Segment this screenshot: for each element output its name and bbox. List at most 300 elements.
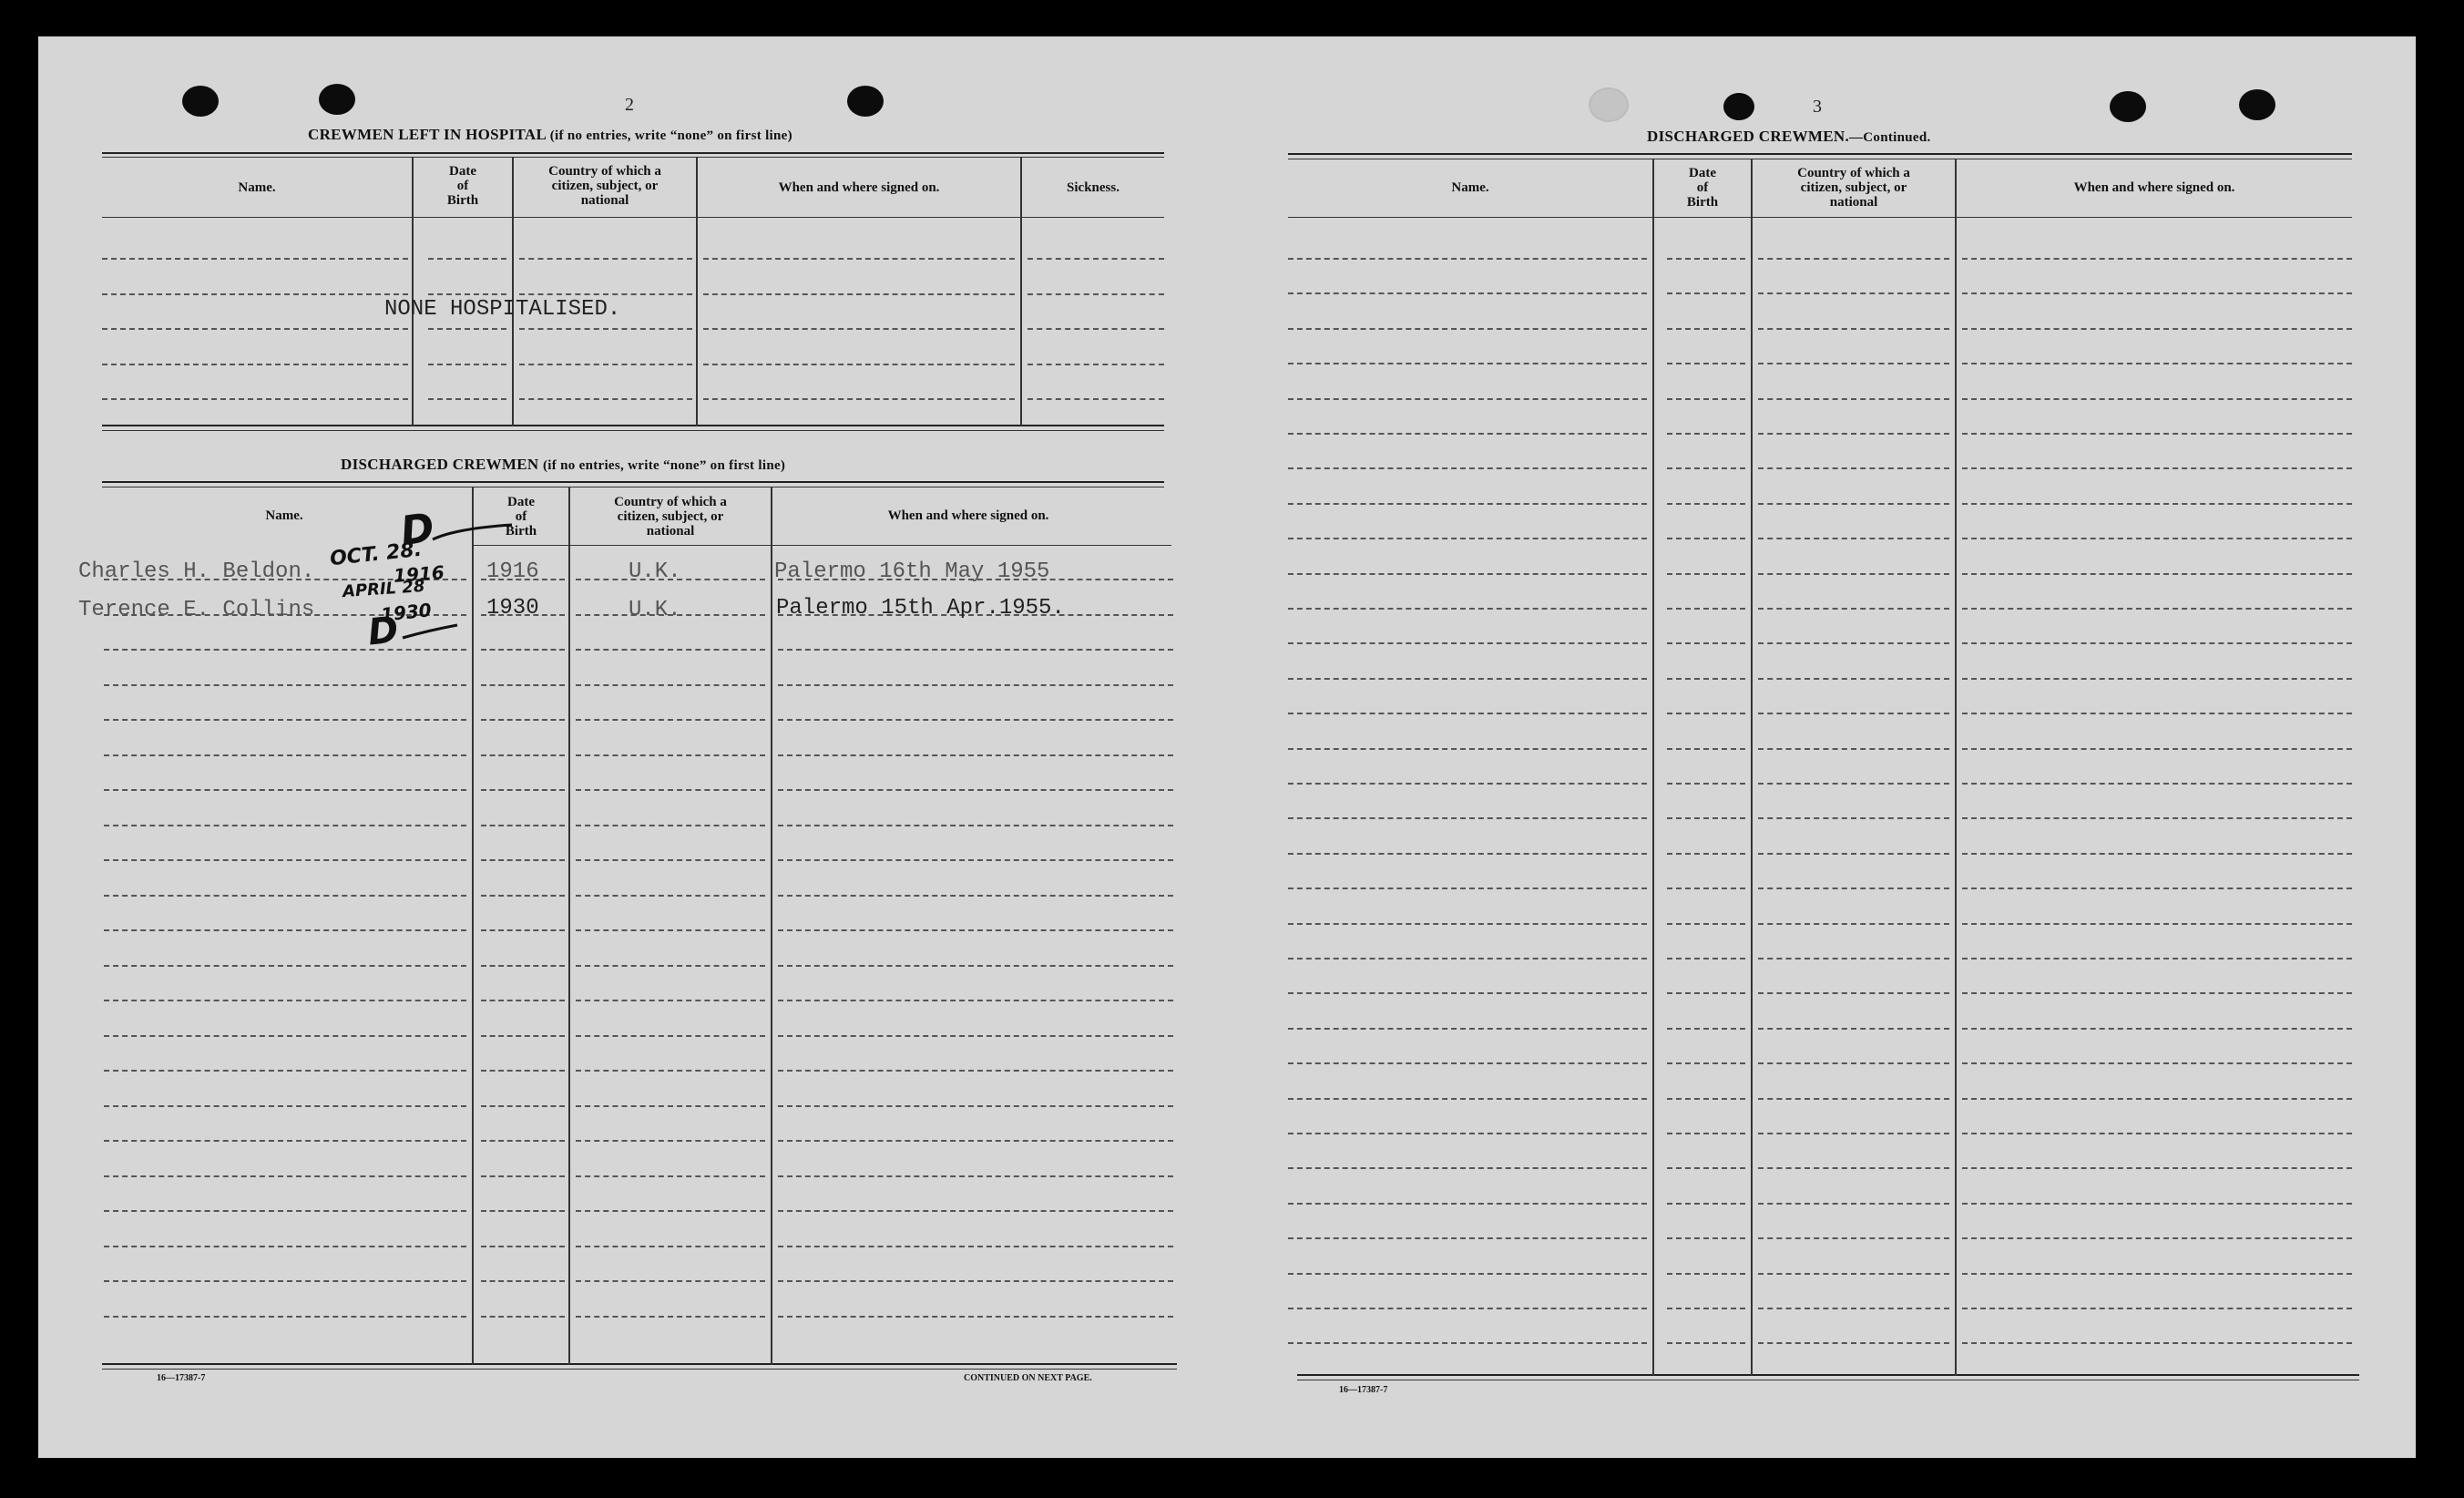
birth-header-line: Date [1689,166,1716,180]
ruled-line [576,1175,765,1177]
ruled-line [1758,1237,1949,1239]
ruled-line [778,1000,1173,1001]
ruled-line [1962,992,2352,994]
ruled-line [1758,1273,1949,1275]
ruled-line [778,859,1173,861]
ruled-line [1288,1062,1647,1064]
ruled-line [104,649,466,651]
punch-hole [1589,87,1629,122]
ruled-line [778,965,1173,967]
ruled-line [576,1000,765,1001]
ruled-line [1962,1062,2352,1064]
ruled-line [778,1280,1173,1282]
ruled-line [481,789,565,791]
ruled-line [1758,363,1949,364]
column-divider [1751,159,1753,1376]
ruled-line [1667,1062,1745,1064]
page-number: 3 [1813,97,1822,117]
country-header-line: national [580,193,629,208]
ruled-line [519,293,692,295]
ruled-line [1758,958,1949,959]
discharged-section-title [341,456,785,474]
ruled-line [104,1070,466,1072]
ruled-line [1758,853,1949,855]
ruled-line [1758,292,1949,294]
ruled-line [576,825,765,826]
ruled-line [1667,467,1745,469]
ruled-line [1758,923,1949,925]
ruled-line [104,1280,466,1282]
birth-header-line: Birth [446,193,479,208]
ruled-line [778,684,1173,686]
punch-hole [2239,89,2275,120]
ruled-line [778,1035,1173,1037]
ruled-line [1667,783,1745,785]
col-header-birth [1654,166,1751,210]
country-header-line: Country of which a [614,495,727,509]
ruled-line [703,328,1015,330]
col-header-name: Name. [238,180,276,195]
row1-country: U.K. [629,559,681,584]
ruled-line [778,754,1173,756]
ruled-line [1667,398,1745,400]
header-rule [102,217,1164,218]
ruled-line [1667,992,1745,994]
ruled-line [481,1105,565,1107]
ruled-line [481,825,565,826]
ruled-line [1667,538,1745,539]
ruled-line [1962,783,2352,785]
discharged-title-text: DISCHARGED CREWMEN [341,456,539,473]
ruled-line [1667,292,1745,294]
ruled-line [576,859,765,861]
ruled-line [1288,292,1647,294]
ruled-line [1028,293,1164,295]
ruled-line [104,859,466,861]
ruled-line [1667,958,1745,959]
ruled-line [481,1316,565,1318]
ruled-line [102,328,408,330]
ruled-line [576,754,765,756]
country-header-line: Country of which a [1797,166,1910,180]
ruled-line [1758,328,1949,330]
ruled-line [1962,853,2352,855]
table-top-rule [1288,153,2352,155]
country-header-line: citizen, subject, or [1800,180,1907,195]
ruled-line [1667,328,1745,330]
ruled-line [1758,467,1949,469]
ruled-line [1288,1273,1647,1275]
ruled-line [102,258,408,260]
ruled-line [1288,748,1647,750]
ruled-line [1288,853,1647,855]
ruled-line [576,1316,765,1318]
row2-signed-on: Palermo 15th Apr.1955. [776,596,1065,621]
ruled-line [1288,608,1647,610]
birth-header-line: Date [507,495,535,509]
row1-signed-on: Palermo 16th May 1955 [774,559,1050,584]
ruled-line [1288,258,1647,260]
continued-title-note: —Continued. [1849,130,1931,145]
ruled-line [1962,328,2352,330]
ruled-line [1288,817,1647,819]
ruled-line [778,1105,1173,1107]
ruled-line [1288,713,1647,714]
ruled-line [703,398,1015,400]
col-header-country [570,495,771,539]
ruled-line [1667,678,1745,680]
country-header-line: national [1829,195,1878,210]
ruled-line [1758,678,1949,680]
ruled-line [1962,923,2352,925]
ruled-line [1667,1028,1745,1030]
discharged-title-note: (if no entries, write “none” on first line) [543,458,786,473]
ruled-line [428,258,506,260]
column-divider [568,487,570,1365]
ruled-line [1288,783,1647,785]
column-divider [696,157,698,426]
column-divider [771,487,772,1365]
ruled-line [104,895,466,897]
ruled-line [1758,1028,1949,1030]
ruled-line [1028,398,1164,400]
ruled-line [481,1280,565,1282]
ruled-line [576,719,765,721]
ruled-line [1758,433,1949,435]
ruled-line [1667,888,1745,889]
ruled-line [1758,573,1949,575]
ruled-line [1758,503,1949,505]
ruled-line [1962,258,2352,260]
ruled-line [104,1140,466,1142]
ruled-line [104,789,466,791]
ruled-line [1288,1167,1647,1169]
ruled-line [1962,1167,2352,1169]
ruled-line [481,1175,565,1177]
ruled-line [778,1070,1173,1072]
ruled-line [778,1175,1173,1177]
handwritten-year: 1930 [379,599,433,626]
col-header-country [514,164,696,208]
ruled-line [1962,1028,2352,1030]
ruled-line [1288,1308,1647,1309]
ruled-line [1758,783,1949,785]
ruled-line [428,328,506,330]
ruled-line [576,895,765,897]
ruled-line [1667,748,1745,750]
ruled-line [481,1035,565,1037]
ruled-line [703,258,1015,260]
birth-header-line: Date [449,164,476,179]
punch-hole [319,84,355,115]
ruled-line [1288,992,1647,994]
ruled-line [576,649,765,651]
ruled-line [778,1316,1173,1318]
ruled-line [519,364,692,365]
ruled-line [1288,888,1647,889]
ruled-line [1667,853,1745,855]
handwritten-date: APRIL 28 [342,576,426,602]
form-number: 16—17387-7 [1339,1385,1388,1395]
table-top-rule [102,481,1164,483]
hospital-entry: NONE HOSPITALISED. [384,297,621,322]
table-bottom-rule [102,430,1164,431]
ruled-line [1288,1133,1647,1134]
ruled-line [778,719,1173,721]
ruled-line [1667,1203,1745,1205]
ruled-line [1962,538,2352,539]
table-top-rule [102,157,1164,158]
ruled-line [428,398,506,400]
ruled-line [1758,538,1949,539]
ruled-line [1288,1028,1647,1030]
ruled-line [1758,1133,1949,1134]
continued-title-text: DISCHARGED CREWMEN. [1647,128,1849,145]
ruled-line [1758,713,1949,714]
punch-hole [1723,93,1754,120]
ruled-line [703,293,1015,295]
ruled-line [104,1035,466,1037]
page-number: 2 [625,95,634,115]
ruled-line [1667,642,1745,644]
ruled-line [1758,1098,1949,1100]
ruled-line [576,965,765,967]
ruled-line [1962,748,2352,750]
ruled-line [481,965,565,967]
continued-note: CONTINUED ON NEXT PAGE. [964,1373,1092,1383]
ruled-line [1288,398,1647,400]
ruled-line [104,1105,466,1107]
ruled-line [1667,503,1745,505]
ruled-line [481,929,565,931]
column-divider [1652,159,1654,1376]
ruled-line [1667,713,1745,714]
ruled-line [576,789,765,791]
ruled-line [1288,467,1647,469]
handwritten-date: OCT. 28. [328,538,424,571]
ruled-line [1962,1203,2352,1205]
header-rule [1288,217,2352,218]
ruled-line [102,364,408,365]
col-header-name: Name. [265,508,303,523]
ruled-line [1962,573,2352,575]
ruled-line [1667,573,1745,575]
country-header-line: Country of which a [548,164,661,179]
ruled-line [481,754,565,756]
ruled-line [519,398,692,400]
ruled-line [576,684,765,686]
ruled-line [1758,1308,1949,1309]
ruled-line [1288,1342,1647,1344]
row2-country: U.K. [629,598,681,622]
ruled-line [481,859,565,861]
header-rule [474,545,1171,546]
ruled-line [576,1246,765,1247]
row1-name: Charles H. Beldon. [78,559,315,584]
ruled-line [1758,608,1949,610]
ruled-line [1288,538,1647,539]
birth-header-line: of [1696,180,1709,195]
ruled-line [778,1140,1173,1142]
ruled-line [1667,608,1745,610]
hospital-section-title [308,126,792,144]
birth-header-line: Birth [1686,195,1719,210]
ruled-line [428,364,506,365]
col-header-country [1753,166,1955,210]
ruled-line [104,719,466,721]
ruled-line [104,754,466,756]
ruled-line [576,1070,765,1072]
hospital-title-text: CREWMEN LEFT IN HOSPITAL [308,126,547,143]
ruled-line [1962,817,2352,819]
ruled-line [104,1246,466,1247]
ruled-line [1758,817,1949,819]
birth-header-line: of [515,509,527,524]
col-header-signed-on: When and where signed on. [2073,180,2235,195]
ruled-line [1288,1098,1647,1100]
row1-birth: 1916 [486,559,539,584]
ruled-line [1288,433,1647,435]
column-divider [1020,157,1022,426]
ruled-line [576,1105,765,1107]
ruled-line [1288,1237,1647,1239]
ruled-line [1962,1342,2352,1344]
ruled-line [778,789,1173,791]
ruled-line [481,1140,565,1142]
form-number: 16—17387-7 [157,1373,206,1383]
punch-hole [182,86,219,117]
ruled-line [1962,642,2352,644]
handwritten-mark: D [397,504,437,556]
ruled-line [1758,398,1949,400]
handwritten-mark: D [365,609,401,654]
ruled-line [1667,363,1745,364]
ruled-line [576,929,765,931]
column-divider [1955,159,1957,1376]
ruled-line [481,719,565,721]
ruled-line [481,1246,565,1247]
country-header-line: citizen, subject, or [617,509,724,524]
ruled-line [1028,328,1164,330]
ruled-line [1962,1237,2352,1239]
ruled-line [1288,958,1647,959]
table-top-rule [102,152,1164,154]
ruled-line [1758,1342,1949,1344]
hospital-title-note: (if no entries, write “none” on first line) [549,128,792,143]
discharged-continued-title [1647,128,1931,146]
ruled-line [576,1210,765,1212]
handwritten-stroke [428,519,519,547]
ruled-line [1962,958,2352,959]
ruled-line [104,684,466,686]
ruled-line [428,293,506,295]
ruled-line [1667,1273,1745,1275]
birth-header-line: Birth [505,524,537,539]
ruled-line [1758,1167,1949,1169]
punch-hole [847,86,884,117]
ruled-line [1028,364,1164,365]
row2-birth: 1930 [486,596,539,621]
ruled-line [104,1000,466,1001]
handwritten-year: 1916 [393,561,445,587]
ruled-line [1667,1308,1745,1309]
country-header-line: national [646,524,695,539]
ruled-line [1288,503,1647,505]
ruled-line [1962,503,2352,505]
ruled-line [104,825,466,826]
ruled-line [481,1000,565,1001]
ruled-line [481,1070,565,1072]
ruled-line [576,1035,765,1037]
ruled-line [519,328,692,330]
ruled-line [104,1210,466,1212]
table-bottom-rule [1297,1374,2359,1376]
ruled-line [481,895,565,897]
col-header-birth [414,164,512,208]
ruled-line [576,1280,765,1282]
ruled-line [1667,1098,1745,1100]
ruled-line [519,258,692,260]
ruled-line [1962,713,2352,714]
ruled-line [102,398,408,400]
ruled-line [104,929,466,931]
ruled-line [1667,1237,1745,1239]
ruled-line [1667,1167,1745,1169]
ruled-line [102,293,408,295]
ruled-line [104,1316,466,1318]
ruled-line [1288,573,1647,575]
col-header-sickness: Sickness. [1067,180,1120,195]
ruled-line [1962,363,2352,364]
ruled-line [1758,258,1949,260]
ruled-line [1667,817,1745,819]
ruled-line [1288,1203,1647,1205]
row2-name: Terence E. Collins [78,598,315,622]
ruled-line [1962,678,2352,680]
ruled-line [1667,433,1745,435]
ruled-line [1758,1062,1949,1064]
ruled-line [703,364,1015,365]
ruled-line [1667,923,1745,925]
birth-header-line: of [456,179,469,193]
ruled-line [1288,328,1647,330]
ruled-line [1962,1098,2352,1100]
handwritten-stroke [401,616,465,643]
ruled-line [778,1210,1173,1212]
table-bottom-rule [102,1363,1177,1365]
ruled-line [1667,1342,1745,1344]
ruled-line [778,1246,1173,1247]
ruled-line [1758,992,1949,994]
punch-hole [2110,91,2146,122]
ruled-line [1962,1133,2352,1134]
ruled-line [1962,1273,2352,1275]
country-header-line: citizen, subject, or [551,179,659,193]
ruled-line [778,929,1173,931]
ruled-line [1028,258,1164,260]
ruled-line [1962,467,2352,469]
ruled-line [481,649,565,651]
ruled-line [1667,258,1745,260]
table-bottom-rule [102,1369,1177,1370]
ruled-line [1758,888,1949,889]
ruled-line [778,895,1173,897]
col-header-signed-on: When and where signed on. [778,180,940,195]
ruled-line [576,1140,765,1142]
ruled-line [1962,398,2352,400]
ruled-line [1288,642,1647,644]
ruled-line [778,825,1173,826]
